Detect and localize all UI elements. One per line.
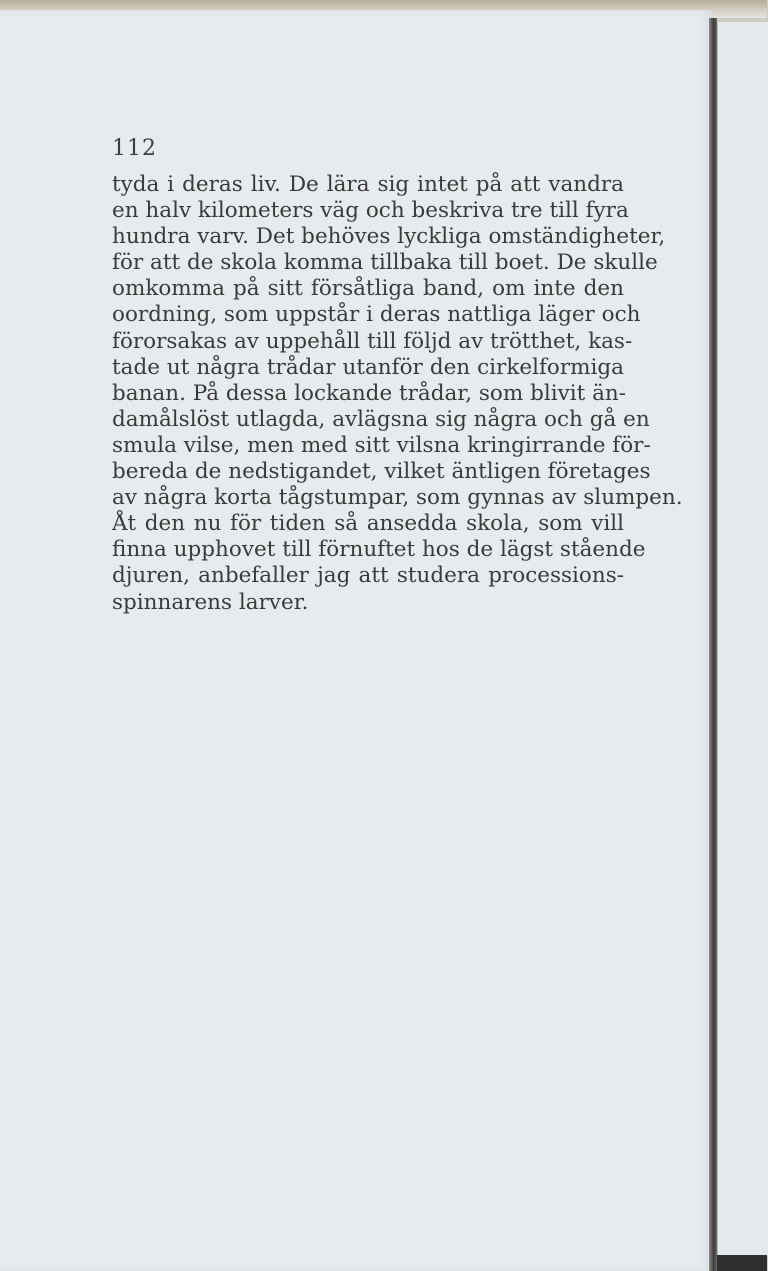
text-line: omkomma på sitt försåtliga band, om inte den — [112, 276, 624, 302]
facing-page-edge — [717, 22, 768, 1257]
text-line: tade ut några trådar utanför den cirkelformiga — [112, 354, 624, 380]
text-line: förorsakas av uppehåll till följd av trötthet, kas- — [112, 328, 633, 354]
facing-page-shadow — [717, 1255, 767, 1271]
text-line: damålslöst utlagda, avlägsna sig några och gå en — [112, 406, 650, 432]
text-line: tyda i deras liv. De lära sig intet på att vandra — [112, 172, 624, 197]
text-line: en halv kilometers väg och beskriva tre till fyra — [112, 198, 629, 224]
text-line: smula vilse, men med sitt vilsna kringirrande för- — [112, 432, 651, 458]
body-text — [112, 172, 683, 616]
text-line: djuren, anbefaller jag att studera processions- — [112, 563, 624, 589]
text-line: för att de skola komma tillbaka till boet. De skulle — [112, 250, 658, 276]
text-line: bereda de nedstigandet, vilket äntligen företages — [112, 459, 651, 485]
text-line: finna upphovet till förnuftet hos de lägst stående — [112, 537, 646, 563]
page-number: 112 — [112, 136, 157, 161]
text-line: oordning, som uppstår i deras nattliga läger och — [112, 302, 641, 328]
text-line: banan. På dessa lockande trådar, som blivit än- — [112, 380, 627, 406]
text-line: hundra varv. Det behöves lyckliga omständigheter, — [112, 224, 666, 250]
text-line: spinnarens larver. — [112, 589, 309, 615]
book-gutter — [709, 18, 717, 1271]
text-line: Åt den nu för tiden så ansedda skola, som vill — [112, 511, 624, 537]
text-line: av några korta tågstumpar, som gynnas av slumpen. — [112, 485, 683, 511]
